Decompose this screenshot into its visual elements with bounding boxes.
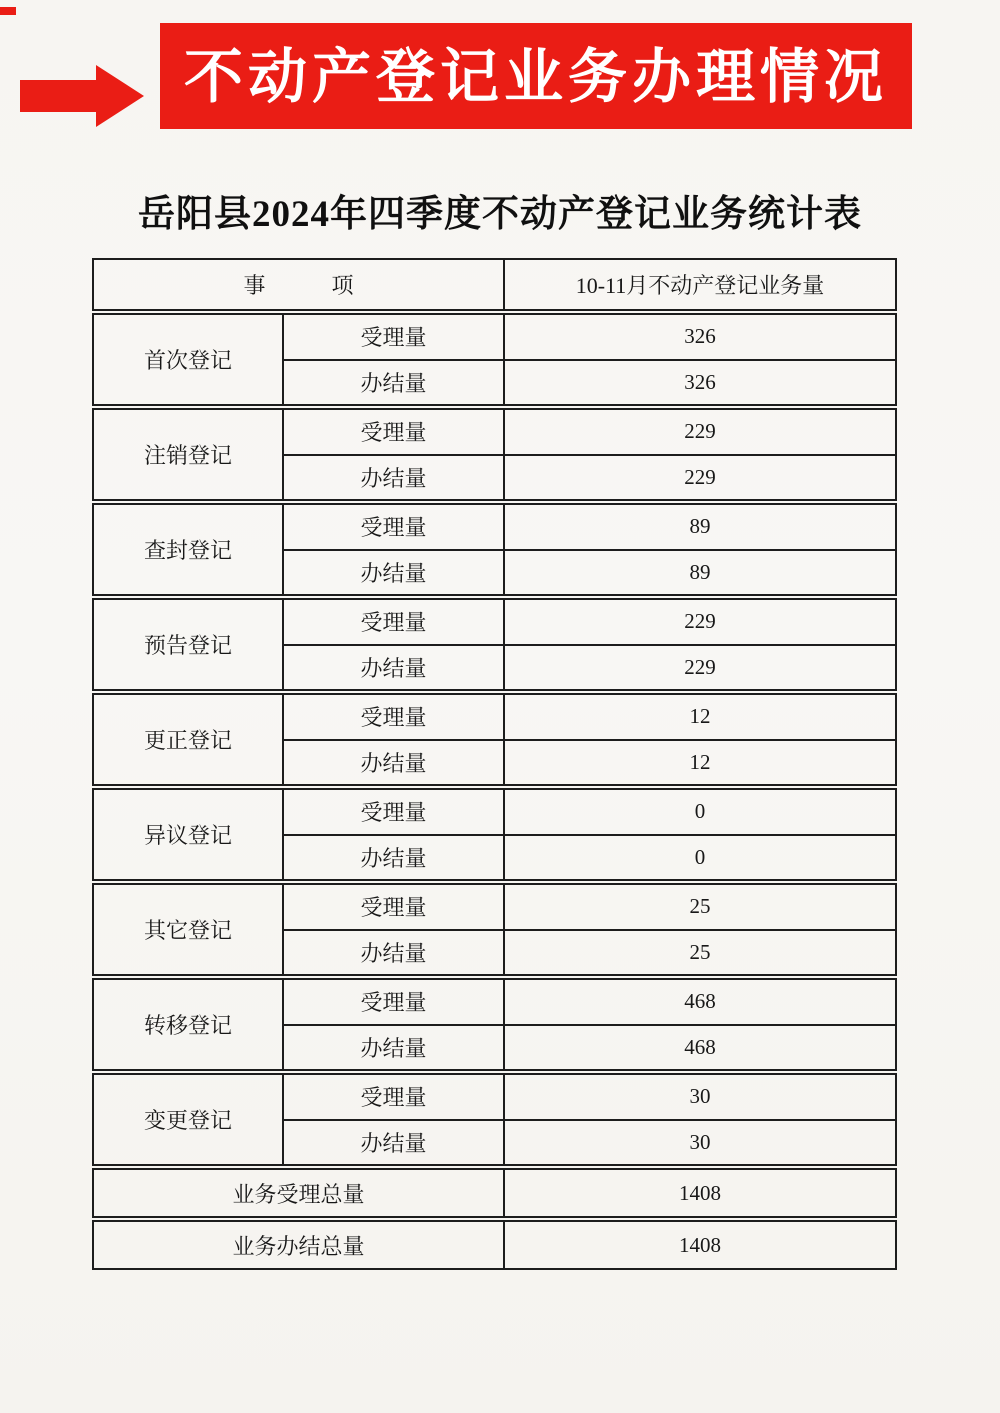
statistics-table bbox=[92, 258, 897, 1270]
value-cell: 30 bbox=[504, 1072, 896, 1120]
value-cell: 468 bbox=[504, 1025, 896, 1073]
metric-label-cell: 办结量 bbox=[283, 360, 504, 408]
total-row bbox=[93, 1167, 896, 1219]
category-cell: 预告登记 bbox=[93, 597, 283, 692]
metric-label-cell: 办结量 bbox=[283, 455, 504, 503]
banner bbox=[160, 23, 912, 129]
value-cell: 326 bbox=[504, 360, 896, 408]
value-cell: 0 bbox=[504, 787, 896, 835]
metric-label-cell: 办结量 bbox=[283, 1120, 504, 1168]
category-cell: 更正登记 bbox=[93, 692, 283, 787]
value-cell: 0 bbox=[504, 835, 896, 883]
metric-label-cell: 办结量 bbox=[283, 835, 504, 883]
value-cell: 25 bbox=[504, 882, 896, 930]
value-cell: 468 bbox=[504, 977, 896, 1025]
total-row bbox=[93, 1219, 896, 1269]
total-label-cell: 业务办结总量 bbox=[93, 1219, 504, 1269]
metric-label-cell: 受理量 bbox=[283, 787, 504, 835]
metric-label-cell: 办结量 bbox=[283, 550, 504, 598]
metric-label-cell: 受理量 bbox=[283, 502, 504, 550]
metric-label-cell: 受理量 bbox=[283, 407, 504, 455]
metric-label-cell: 办结量 bbox=[283, 740, 504, 788]
value-cell: 30 bbox=[504, 1120, 896, 1168]
value-cell: 229 bbox=[504, 407, 896, 455]
red-corner-mark bbox=[0, 7, 16, 15]
metric-label-cell: 办结量 bbox=[283, 645, 504, 693]
value-cell: 89 bbox=[504, 550, 896, 598]
value-cell: 25 bbox=[504, 930, 896, 978]
metric-label-cell: 办结量 bbox=[283, 930, 504, 978]
value-cell: 229 bbox=[504, 645, 896, 693]
value-cell: 229 bbox=[504, 455, 896, 503]
table-row bbox=[93, 502, 896, 550]
metric-label-cell: 办结量 bbox=[283, 1025, 504, 1073]
metric-label-cell: 受理量 bbox=[283, 312, 504, 360]
value-cell: 229 bbox=[504, 597, 896, 645]
metric-label-cell: 受理量 bbox=[283, 597, 504, 645]
total-value-cell: 1408 bbox=[504, 1219, 896, 1269]
table-row bbox=[93, 597, 896, 645]
table-row bbox=[93, 787, 896, 835]
table-header-row bbox=[93, 259, 896, 312]
category-cell: 查封登记 bbox=[93, 502, 283, 597]
table-row bbox=[93, 407, 896, 455]
value-cell: 89 bbox=[504, 502, 896, 550]
category-cell: 转移登记 bbox=[93, 977, 283, 1072]
header-value-cell: 10-11月不动产登记业务量 bbox=[504, 259, 896, 312]
value-cell: 12 bbox=[504, 692, 896, 740]
header-item-cell: 事 项 bbox=[93, 259, 504, 312]
banner-title: 不动产登记业务办理情况 bbox=[183, 41, 888, 111]
metric-label-cell: 受理量 bbox=[283, 1072, 504, 1120]
category-cell: 异议登记 bbox=[93, 787, 283, 882]
value-cell: 12 bbox=[504, 740, 896, 788]
category-cell: 首次登记 bbox=[93, 312, 283, 407]
total-label-cell: 业务受理总量 bbox=[93, 1167, 504, 1219]
table-row bbox=[93, 1072, 896, 1120]
table-row bbox=[93, 312, 896, 360]
category-cell: 注销登记 bbox=[93, 407, 283, 502]
metric-label-cell: 受理量 bbox=[283, 882, 504, 930]
category-cell: 其它登记 bbox=[93, 882, 283, 977]
page-title: 岳阳县2024年四季度不动产登记业务统计表 bbox=[138, 194, 862, 235]
table-row bbox=[93, 977, 896, 1025]
metric-label-cell: 受理量 bbox=[283, 692, 504, 740]
value-cell: 326 bbox=[504, 312, 896, 360]
total-value-cell: 1408 bbox=[504, 1167, 896, 1219]
table-row bbox=[93, 692, 896, 740]
red-arrow-icon bbox=[20, 65, 144, 127]
metric-label-cell: 受理量 bbox=[283, 977, 504, 1025]
category-cell: 变更登记 bbox=[93, 1072, 283, 1167]
table-row bbox=[93, 882, 896, 930]
